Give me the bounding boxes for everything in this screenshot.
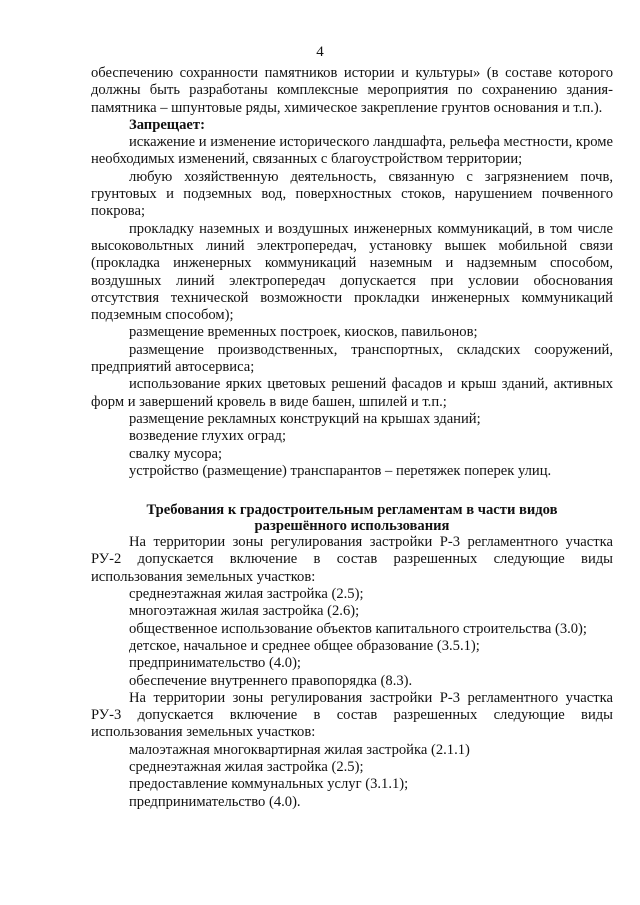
list-item: малоэтажная многоквартирная жилая застройка (2.1.1) — [129, 741, 470, 758]
page-number: 4 — [316, 44, 324, 60]
list-item: размещение производственных, транспортных, складских сооружений, предприятий автосервиса; — [91, 341, 613, 376]
ru2-intro: На территории зоны регулирования застройки Р-3 регламентного участка РУ-2 допускается включение в состав разрешенных следующие виды использования земельных участков: — [91, 534, 613, 585]
list-item: любую хозяйственную деятельность, связанную с загрязнением почв, грунтовых и подземных вод, поверхностных стоков, нарушением почвенного покрова; — [91, 168, 613, 220]
prohibited-list — [91, 134, 613, 480]
ru2-list — [91, 586, 613, 690]
list-item: среднеэтажная жилая застройка (2.5); — [129, 586, 364, 603]
list-item: использование ярких цветовых решений фасадов и крыш зданий, активных форм и завершений кровель в виде башен, шпилей и т.п.; — [91, 376, 613, 410]
list-item: детское, начальное и среднее общее образование (3.5.1); — [129, 637, 480, 654]
list-item: предпринимательство (4.0); — [129, 655, 301, 672]
list-item: искажение и изменение исторического ландшафта, рельефа местности, кроме необходимых изменений, связанных с благоустройством территории; — [91, 134, 613, 168]
list-item: размещение временных построек, киосков, павильонов; — [129, 324, 478, 341]
list-item: возведение глухих оград; — [129, 428, 287, 445]
list-item: предоставление коммунальных услуг (3.1.1); — [129, 776, 409, 793]
ru3-list — [91, 742, 613, 811]
ru3-intro: На территории зоны регулирования застройки Р-3 регламентного участка РУ-3 допускается включение в состав разрешенных следующие виды использования земельных участков: — [91, 689, 613, 741]
list-item: общественное использование объектов капитального строительства (3.0); — [129, 620, 587, 637]
document-body — [91, 65, 613, 811]
list-item: устройство (размещение) транспарантов – перетяжек поперек улиц. — [129, 462, 552, 479]
list-item: свалку мусора; — [129, 445, 223, 462]
list-item: прокладку наземных и воздушных инженерных коммуникаций, в том числе высоковольтных линий электропередач, установку вышек мобильной связи (прокладка инженерных коммуникаций наземным и надземным способом, воздушных линий электропередач допускается при условии обоснования отсутствия технической возможности прокладки инженерных коммуникаций подземным способом); — [91, 220, 613, 324]
list-item: предпринимательство (4.0). — [129, 793, 301, 810]
list-item: обеспечение внутреннего правопорядка (8.3). — [129, 672, 413, 689]
list-item: среднеэтажная жилая застройка (2.5); — [129, 758, 364, 775]
list-item: размещение рекламных конструкций на крышах зданий; — [129, 410, 481, 427]
prohibits-label: Запрещает: — [129, 116, 205, 133]
section-heading: Требования к градостроительным регламентам в части видов разрешённого использования — [146, 502, 558, 535]
intro-paragraph: обеспечению сохранности памятников истории и культуры» (в составе которого должны быть разработаны комплексные мероприятия по сохранению здания-памятника – шпунтовые ряды, химическое закрепление грунтов основания и т.п.). — [91, 65, 613, 116]
list-item: многоэтажная жилая застройка (2.6); — [129, 603, 360, 620]
